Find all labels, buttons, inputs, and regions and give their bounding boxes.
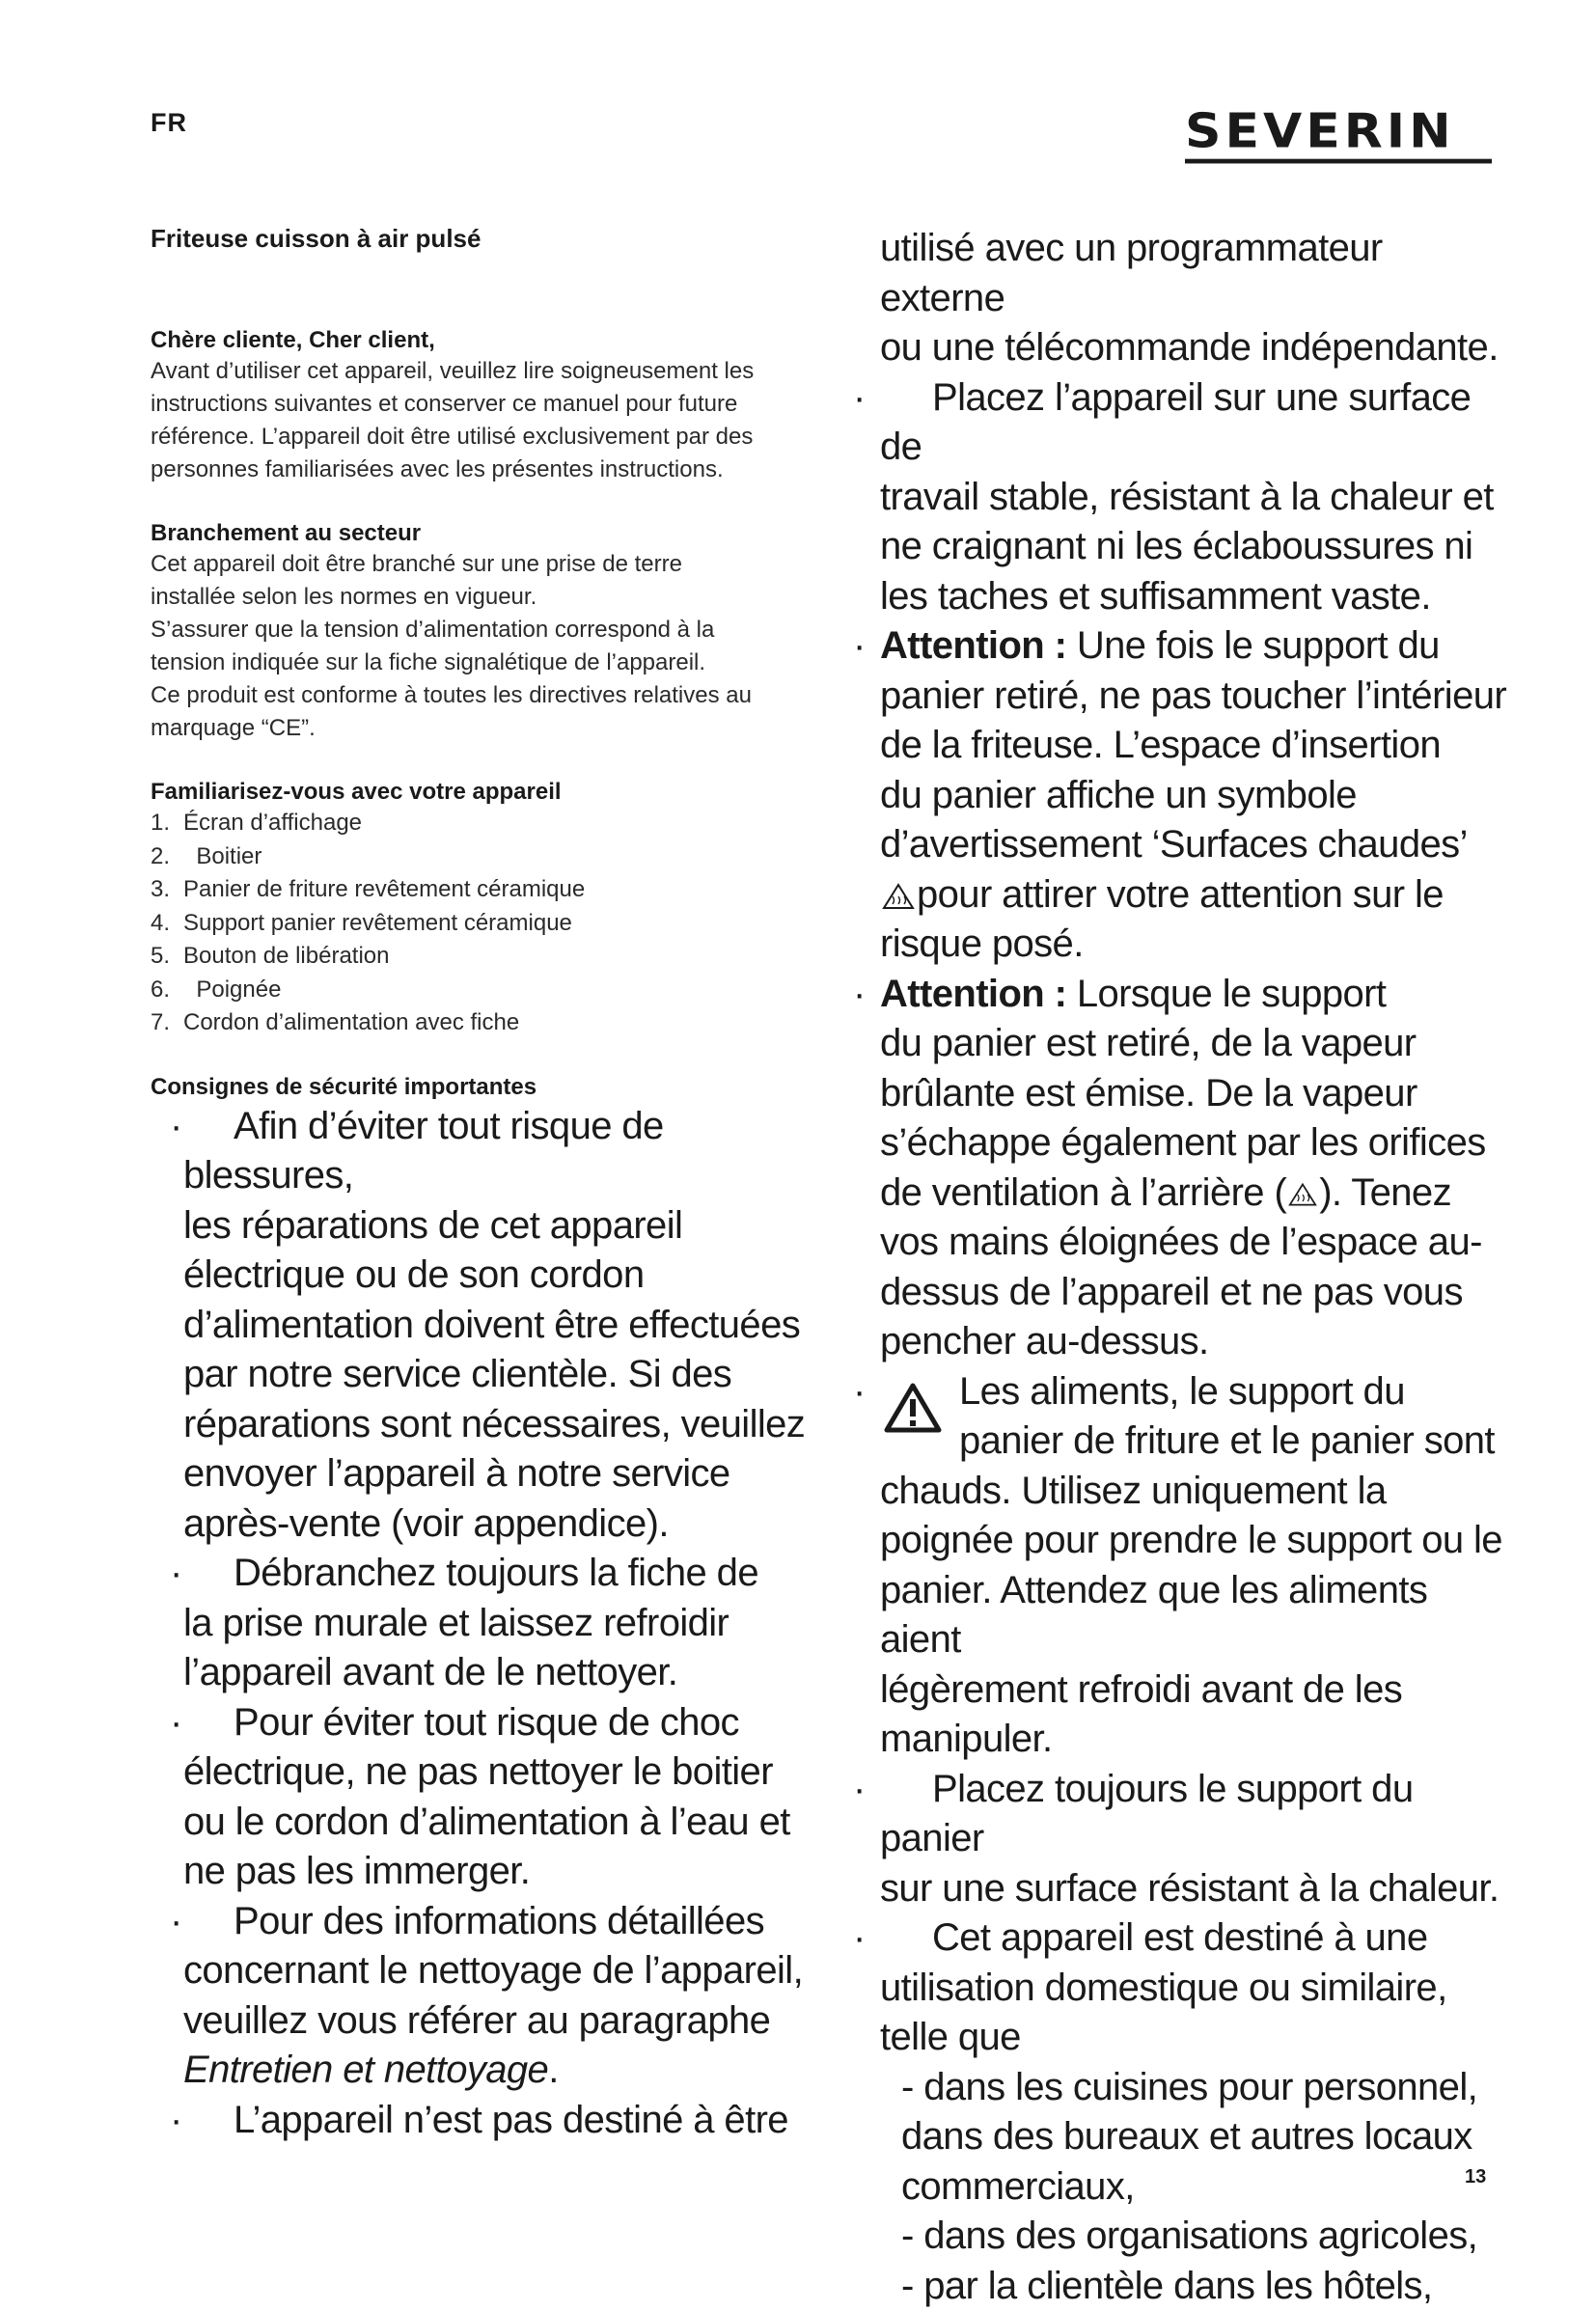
mains-line: S’assurer que la tension d’alimentation correspond à la: [151, 614, 826, 647]
text-line: la prise murale et laissez refroidir: [151, 1599, 826, 1649]
parts-list: [151, 807, 826, 1040]
warning-icon: [884, 1383, 942, 1433]
intro-heading: Chère cliente, Cher client,: [151, 326, 826, 355]
text-line: risque posé.: [857, 920, 1513, 970]
intro-section: [151, 326, 826, 486]
list-item: 2. Boitier: [151, 840, 826, 874]
text-line: poignée pour prendre le support ou le: [857, 1516, 1513, 1566]
text-line: de la friteuse. L’espace d’insertion: [857, 721, 1513, 771]
intro-line: personnes familiarisées avec les présentes instructions.: [151, 454, 826, 486]
text-line: pour attirer votre attention sur le: [857, 870, 1513, 921]
parts-heading: Familiarisez-vous avec votre appareil: [151, 778, 826, 807]
list-item: 6. Poignée: [151, 974, 826, 1007]
text-line: les réparations de cet appareil: [151, 1201, 826, 1252]
text-line: - dans les cuisines pour personnel,: [857, 2063, 1513, 2113]
text-line: utilisé avec un programmateur externe: [857, 224, 1513, 323]
safety-list-left: [151, 1102, 826, 2146]
intro-line: référence. L’appareil doit être utilisé exclusivement par des: [151, 421, 826, 454]
text-line: ou une télécommande indépendante.: [857, 323, 1513, 373]
mains-line: Ce produit est conforme à toutes les directives relatives au: [151, 679, 826, 712]
list-item: · Placez toujours le support du panier: [857, 1765, 1513, 1864]
text-line: réparations sont nécessaires, veuillez: [151, 1400, 826, 1450]
list-item: · Placez l’appareil sur une surface de: [857, 373, 1513, 473]
text-line: commerciaux,: [857, 2162, 1513, 2213]
text-line: Les aliments, le support du: [959, 1367, 1405, 1417]
text-line: - par la clientèle dans les hôtels,: [857, 2262, 1513, 2311]
list-item: 7. Cordon d’alimentation avec fiche: [151, 1006, 826, 1040]
text-line: brûlante est émise. De la vapeur: [857, 1069, 1513, 1119]
text-line: électrique, ne pas nettoyer le boitier: [151, 1747, 826, 1798]
list-item: · Attention : Lorsque le support: [857, 970, 1513, 1020]
text-line: travail stable, résistant à la chaleur et: [857, 473, 1513, 523]
list-item: · Pour éviter tout risque de choc: [151, 1698, 826, 1748]
attention-label: Attention :: [880, 624, 1066, 667]
text-line: ou le cordon d’alimentation à l’eau et: [151, 1798, 826, 1848]
mains-line: tension indiquée sur la fiche signalétique de l’appareil.: [151, 647, 826, 679]
list-item: · Débranchez toujours la fiche de: [151, 1549, 826, 1599]
text-line: l’appareil avant de le nettoyer.: [151, 1648, 826, 1698]
language-code: FR: [151, 108, 187, 138]
text-line: électrique ou de son cordon: [151, 1251, 826, 1301]
mains-section: [151, 519, 826, 745]
attention-label: Attention :: [880, 973, 1066, 1015]
hot-surface-icon: [882, 883, 915, 910]
mains-heading: Branchement au secteur: [151, 519, 826, 548]
mains-line: Cet appareil doit être branché sur une prise de terre: [151, 548, 826, 581]
text-line: pencher au-dessus.: [857, 1317, 1513, 1367]
list-item: 1. Écran d’affichage: [151, 807, 826, 840]
safety-heading: Consignes de sécurité importantes: [151, 1073, 826, 1102]
safety-section: [151, 1073, 826, 2146]
text-line: panier retiré, ne pas toucher l’intérieur: [857, 672, 1513, 722]
text-line: dessus de l’appareil et ne pas vous: [857, 1268, 1513, 1318]
hot-surface-icon: [1288, 1182, 1317, 1207]
right-column: [857, 224, 1513, 2311]
text-line: légèrement refroidi avant de les: [857, 1665, 1513, 1716]
list-item: 3. Panier de friture revêtement céramique: [151, 873, 826, 907]
text-line: utilisation domestique ou similaire,: [857, 1964, 1513, 2014]
text-line: panier. Attendez que les aliments aient: [857, 1566, 1513, 1665]
text-line: vos mains éloignées de l’espace au-: [857, 1218, 1513, 1268]
list-item: · Les aliments, le support du panier de friture et le panier sont: [857, 1367, 1513, 1467]
list-item: · Pour des informations détaillées: [151, 1897, 826, 1947]
text-line: manipuler.: [857, 1715, 1513, 1765]
text-line: du panier affiche un symbole: [857, 771, 1513, 821]
list-item: · Attention : Une fois le support du: [857, 621, 1513, 672]
text-line: veuillez vous référer au paragraphe: [151, 1996, 826, 2047]
text-line: de ventilation à l’arrière ( ). Tenez: [857, 1169, 1513, 1219]
text-line: d’alimentation doivent être effectuées: [151, 1301, 826, 1351]
text-line: - dans des organisations agricoles,: [857, 2212, 1513, 2262]
cross-reference: Entretien et nettoyage: [183, 2049, 548, 2091]
text-line: les taches et suffisamment vaste.: [857, 572, 1513, 622]
text-line: concernant le nettoyage de l’appareil,: [151, 1946, 826, 1996]
text-line: ne craignant ni les éclaboussures ni: [857, 522, 1513, 572]
page-number: 13: [1465, 2166, 1486, 2188]
text-line: par notre service clientèle. Si des: [151, 1350, 826, 1400]
parts-section: [151, 778, 826, 1040]
text-line: panier de friture et le panier sont: [959, 1417, 1495, 1467]
text-line: telle que: [857, 2013, 1513, 2063]
list-item: · Cet appareil est destiné à une: [857, 1913, 1513, 1964]
text-line: après-vente (voir appendice).: [151, 1499, 826, 1550]
list-item: 5. Bouton de libération: [151, 940, 826, 974]
intro-line: instructions suivantes et conserver ce manuel pour future: [151, 388, 826, 421]
text-line: Entretien et nettoyage.: [151, 2046, 826, 2096]
text-line: d’avertissement ‘Surfaces chaudes’: [857, 820, 1513, 870]
list-item: · L’appareil n’est pas destiné à être: [151, 2096, 826, 2146]
mains-line: marquage “CE”.: [151, 712, 826, 745]
text-line: dans des bureaux et autres locaux: [857, 2112, 1513, 2162]
left-column: [151, 224, 826, 2145]
text-line: envoyer l’appareil à notre service: [151, 1449, 826, 1499]
text-line: s’échappe également par les orifices: [857, 1118, 1513, 1169]
text-line: du panier est retiré, de la vapeur: [857, 1019, 1513, 1069]
brand-logo: SEVERIN: [1185, 106, 1492, 164]
list-item: · Afin d’éviter tout risque de blessures,: [151, 1102, 826, 1201]
text-line: sur une surface résistant à la chaleur.: [857, 1864, 1513, 1914]
intro-line: Avant d’utiliser cet appareil, veuillez lire soigneusement les: [151, 355, 826, 388]
text-line: chauds. Utilisez uniquement la: [857, 1467, 1513, 1517]
mains-line: installée selon les normes en vigueur.: [151, 581, 826, 614]
document-title: Friteuse cuisson à air pulsé: [151, 224, 826, 253]
text-line: ne pas les immerger.: [151, 1847, 826, 1897]
list-item: 4. Support panier revêtement céramique: [151, 907, 826, 941]
